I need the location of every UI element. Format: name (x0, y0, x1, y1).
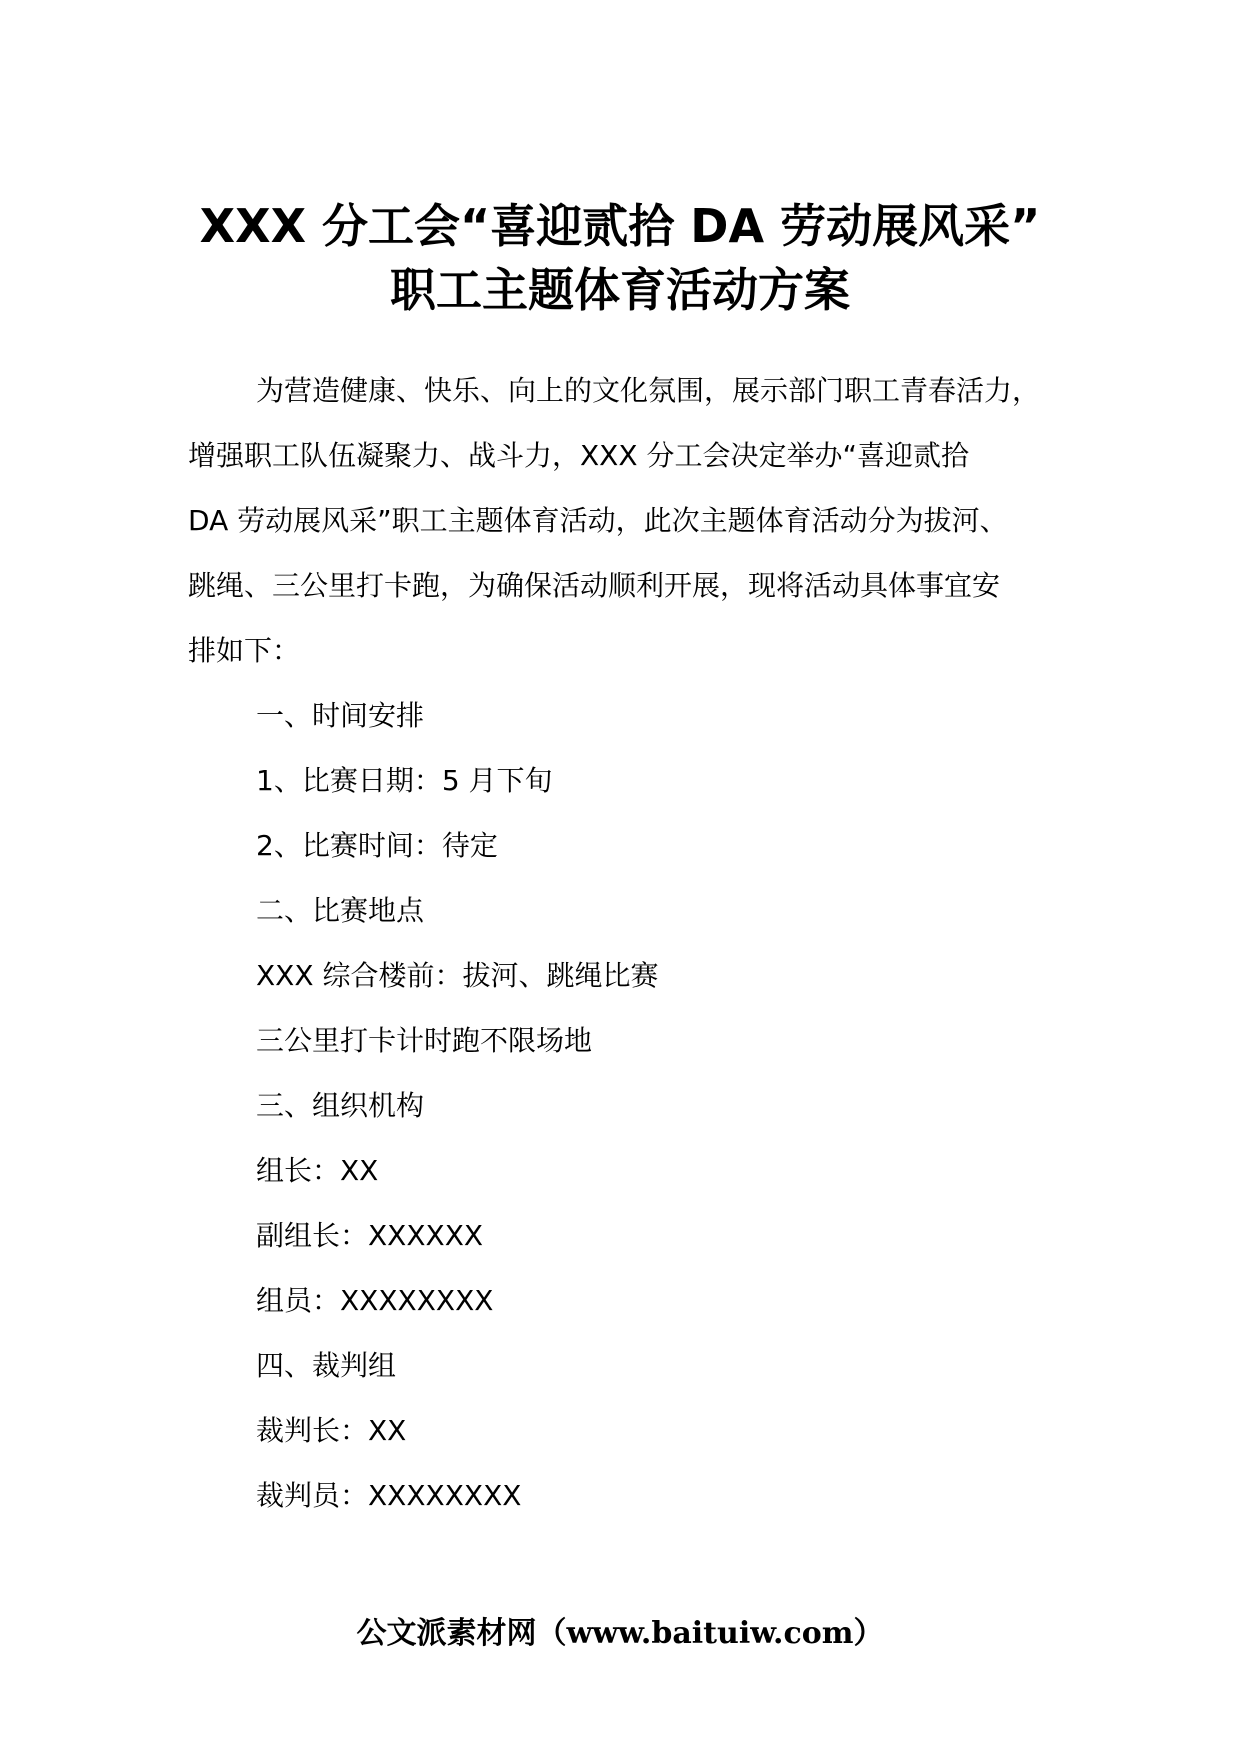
org-deputy-leader: 副组长：XXXXXX (256, 1219, 484, 1252)
footer-watermark-text: 公文派素材网（www.baituiw.com） (356, 1616, 884, 1651)
section-heading-organization: 三、组织机构 (256, 1089, 425, 1122)
document-title-line-2: 职工主题体育活动方案 (390, 263, 850, 317)
section-heading-venue: 二、比赛地点 (256, 894, 425, 927)
section-heading-schedule: 一、时间安排 (256, 699, 425, 732)
venue-run: 三公里打卡计时跑不限场地 (256, 1024, 593, 1057)
intro-line: 排如下： (188, 634, 301, 667)
section-heading-referees: 四、裁判组 (256, 1349, 397, 1382)
org-members: 组员：XXXXXXXX (256, 1284, 494, 1317)
schedule-time: 2、比赛时间：待定 (256, 829, 498, 862)
referee-chief: 裁判长：XX (256, 1414, 407, 1447)
venue-main: XXX 综合楼前：拔河、跳绳比赛 (256, 959, 659, 992)
intro-line: 跳绳、三公里打卡跑，为确保活动顺利开展，现将活动具体事宜安 (188, 569, 1001, 602)
org-leader: 组长：XX (256, 1154, 379, 1187)
intro-line: 为营造健康、快乐、向上的文化氛围，展示部门职工青春活力， (256, 374, 1041, 407)
intro-paragraph (188, 358, 1088, 683)
intro-line: 增强职工队伍凝聚力、战斗力，XXX 分工会决定举办“喜迎贰拾 (188, 439, 969, 472)
intro-line: DA 劳动展风采”职工主题体育活动，此次主题体育活动分为拔河、 (188, 504, 1008, 537)
document-title-line-1: XXX 分工会“喜迎贰拾 DA 劳动展风采” (199, 199, 1041, 253)
referee-members: 裁判员：XXXXXXXX (256, 1479, 522, 1512)
plan-items (256, 683, 1116, 1528)
schedule-date: 1、比赛日期：5 月下旬 (256, 764, 553, 797)
